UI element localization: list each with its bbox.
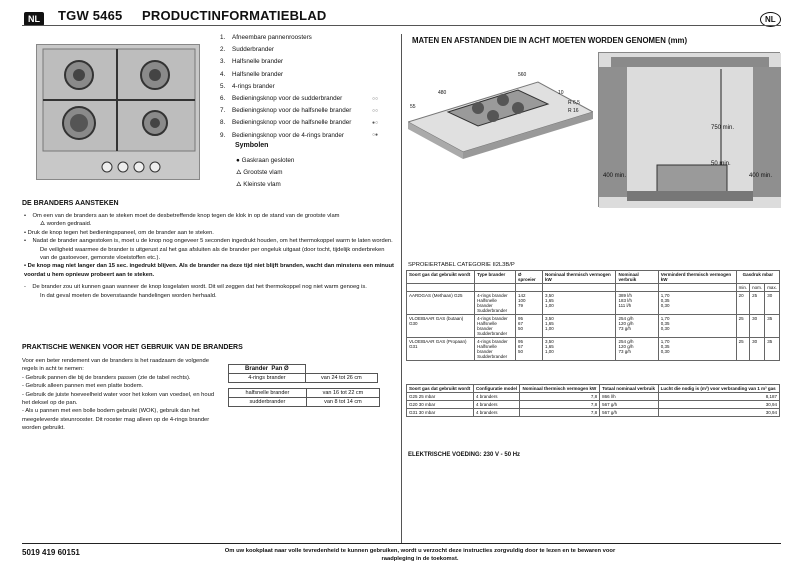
footer-note: Om uw kookplaat naar volle tevredenheid te kunnen gebruiken, wordt u verzocht deze instructies zorgvuldig door te lezen en te bewaren voor raadpleging in de toekomst. [224,548,616,562]
table-row: G25 25 mbar 4 branders 7,8 866 l/h 8,187 [407,393,780,401]
document-code: 5019 419 60151 [22,548,80,557]
practical-title: PRAKTISCHE WENKEN VOOR HET GEBRUIK VAN DE BRANDERS [22,344,243,351]
parts-legend [220,32,390,142]
pan-table: Brander Pan Ø 4-rings brander van 24 tot 26 cm [228,364,378,383]
practical-section: Voor een beter rendement van de branders is het raadzaam de volgende regels in acht te nemen: - Gebruik pannen die bij de branders passen (zie de tabel rechts). - Gebruik alleen pannen met een platte bodem. - Gebruik de juiste hoeveelheid water voor het koken van voedsel, en houd het deksel op de pan. - Als u pannen met een bolle bodem gebruikt (WOK), gebruik dan het meegeleverde steunrooster. Dit rooster mag alleen op de 4-rings brander worden gebruikt. [22,358,215,432]
dimensions-title: MATEN EN AFSTANDEN DIE IN ACHT MOETEN WORDEN GENOMEN (mm) [412,36,688,45]
total-table: Soort gas dat gebruikt wordt Configuratie model Nominaal thermisch vermogen kW Totaal nominaal verbruik Lucht die nodig is (m³) voor verbranding van 1 m³ gas G25 25 mbar 4 branders 7,8 866 l/h 8,187 G20 30 mbar 4 branders 7,8 567 g/h 30,94 G31 30 mbar 4 branders 7,8 567 g/h 30,94 [406,384,780,417]
page-title: PRODUCTINFORMATIEBLAD [142,8,327,23]
spray-table-title: SPROEIERTABEL CATEGORIE II2L3B/P [408,262,515,268]
legend-item: 8. Bedieningsknop voor de halfsnelle brander [220,119,352,127]
legend-item: 5. 4-rings brander [220,82,275,90]
table-row: G31 30 mbar 4 branders 7,8 567 g/h 30,94 [407,409,780,417]
model-title: TGW 5465 [58,8,123,23]
large-flame-icon: 🜂 [236,169,242,176]
legend-item: 1. Afneembare pannenroosters [220,34,312,41]
symbols-title: Symbolen [235,142,269,149]
cutout-diagram: R 6,5 R 16 560 480 10 55 [408,52,593,160]
hob-photo [36,44,200,180]
legend-item: 2. Sudderbrander [220,46,275,54]
legend-item: 9. Bedieningsknop voor de 4-rings brander [220,131,345,139]
legend-item: 3. Halfsnelle brander [220,58,284,66]
electrical-supply: ELEKTRISCHE VOEDING: 230 V - 50 Hz [408,452,521,458]
hob-illustration [37,45,201,181]
small-flame-icon: 🜂 [236,181,242,188]
lighting-title: DE BRANDERS AANSTEKEN [22,200,119,207]
spray-table: Soort gas dat gebruikt wordt Type brander Ø sproeier Nominaal thermisch vermogen kW Nominaal verbruik Verminderd thermisch vermogen kW Gasdruk mbar min. nom. max. AARDGAS (Methaan) G25 4-rings brander Halfsnelle brander Sudderbrander 142 100 79 3,50 1,65 1,00 389 l/h 183 l/h 111 l/h 1,70 0,35 0,30 20 25 30 VLOEIBAAR GAS (butaan) G30 4-rings brander Halfsnelle brander Sudderbrander 95 67 50 3,50 1,65 1,00 254 g/h 120 g/h 73 g/h 1,70 0,35 0,30 25 30 35 VLOEIBAAR GAS (Propaan) G31 4-rings brander Halfsnelle brander Sudderbrander 95 67 50 3,50 1,65 1,00 254 g/h 120 g/h 73 g/h 1,70 0,35 0,30 25 30 35 [406,270,780,361]
closed-tap-icon: ● [236,157,240,164]
legend-item: 6. Bedieningsknop voor de sudderbrander [220,95,343,103]
knob-indicators: ○○ ○○ ●○ ○● [372,96,379,138]
table-row: AARDGAS (Methaan) G25 4-rings brander Halfsnelle brander Sudderbrander 142 100 79 3,50 1,65 1,00 389 l/h 183 l/h 111 l/h 1,70 0,35 0,30 20 25 30 [407,292,780,315]
lighting-section: • Om een van de branders aan te steken moet de desbetreffende knop tegen de klok in op de stand van de grootste vlam 🜂 worden gedraaid. • Druk de knop tegen het bedieningspaneel, om de brander aan te steken. • Nadat de brander aangestoken is, moet u de knop nog ongeveer 5 seconden ingedrukt houden, om het thermokoppel warm te laten worden. De veiligheid waarmee de brander is uitgerust zal het gas afsluiten als de brander per ongeluk uitgaat (door tocht, tijdelijk onderbreken van de gastoevoer, gemorste vloeistoffen etc.). • De knop mag niet langer dan 15 sec. ingedrukt blijven. Als de brander na deze tijd niet blijft branden, wacht dan minstens een minuut voordat u hem opnieuw probeert aan te steken. - De brander zou uit kunnen gaan wanneer de knop losgelaten wordt. Dit wil zeggen dat het thermokoppel nog niet warm genoeg is. In dat geval moeten de bovenstaande handelingen worden herhaald. [24,213,394,299]
legend-item: 7. Bedieningsknop voor de halfsnelle brander [220,107,352,115]
table-row: G20 30 mbar 4 branders 7,8 567 g/h 30,94 [407,401,780,409]
clearance-diagram: 750 min. 50 min. 400 min. 400 min. [598,52,780,207]
table-row: VLOEIBAAR GAS (butaan) G30 4-rings brander Halfsnelle brander Sudderbrander 95 67 50 3,50 1,65 1,00 254 g/h 120 g/h 73 g/h 1,70 0,35 0,30 25 30 35 [407,315,780,338]
legend-item: 4. Halfsnelle brander [220,70,284,78]
symbols-list: ● Gaskraan gesloten 🜂 Grootste vlam 🜂 Kleinste vlam [236,157,295,188]
pan-table-rows: halfsnelle brander van 16 tot 22 cm sudderbrander van 8 tot 14 cm [228,388,380,407]
language-badge: NL [24,12,44,26]
language-badge-right: NL [760,12,781,27]
table-row: VLOEIBAAR GAS (Propaan) G31 4-rings brander Halfsnelle brander Sudderbrander 95 67 50 3,50 1,65 1,00 254 g/h 120 g/h 73 g/h 1,70 0,35 0,30 25 30 35 [407,338,780,361]
flame-icon: 🜂 [40,221,46,228]
